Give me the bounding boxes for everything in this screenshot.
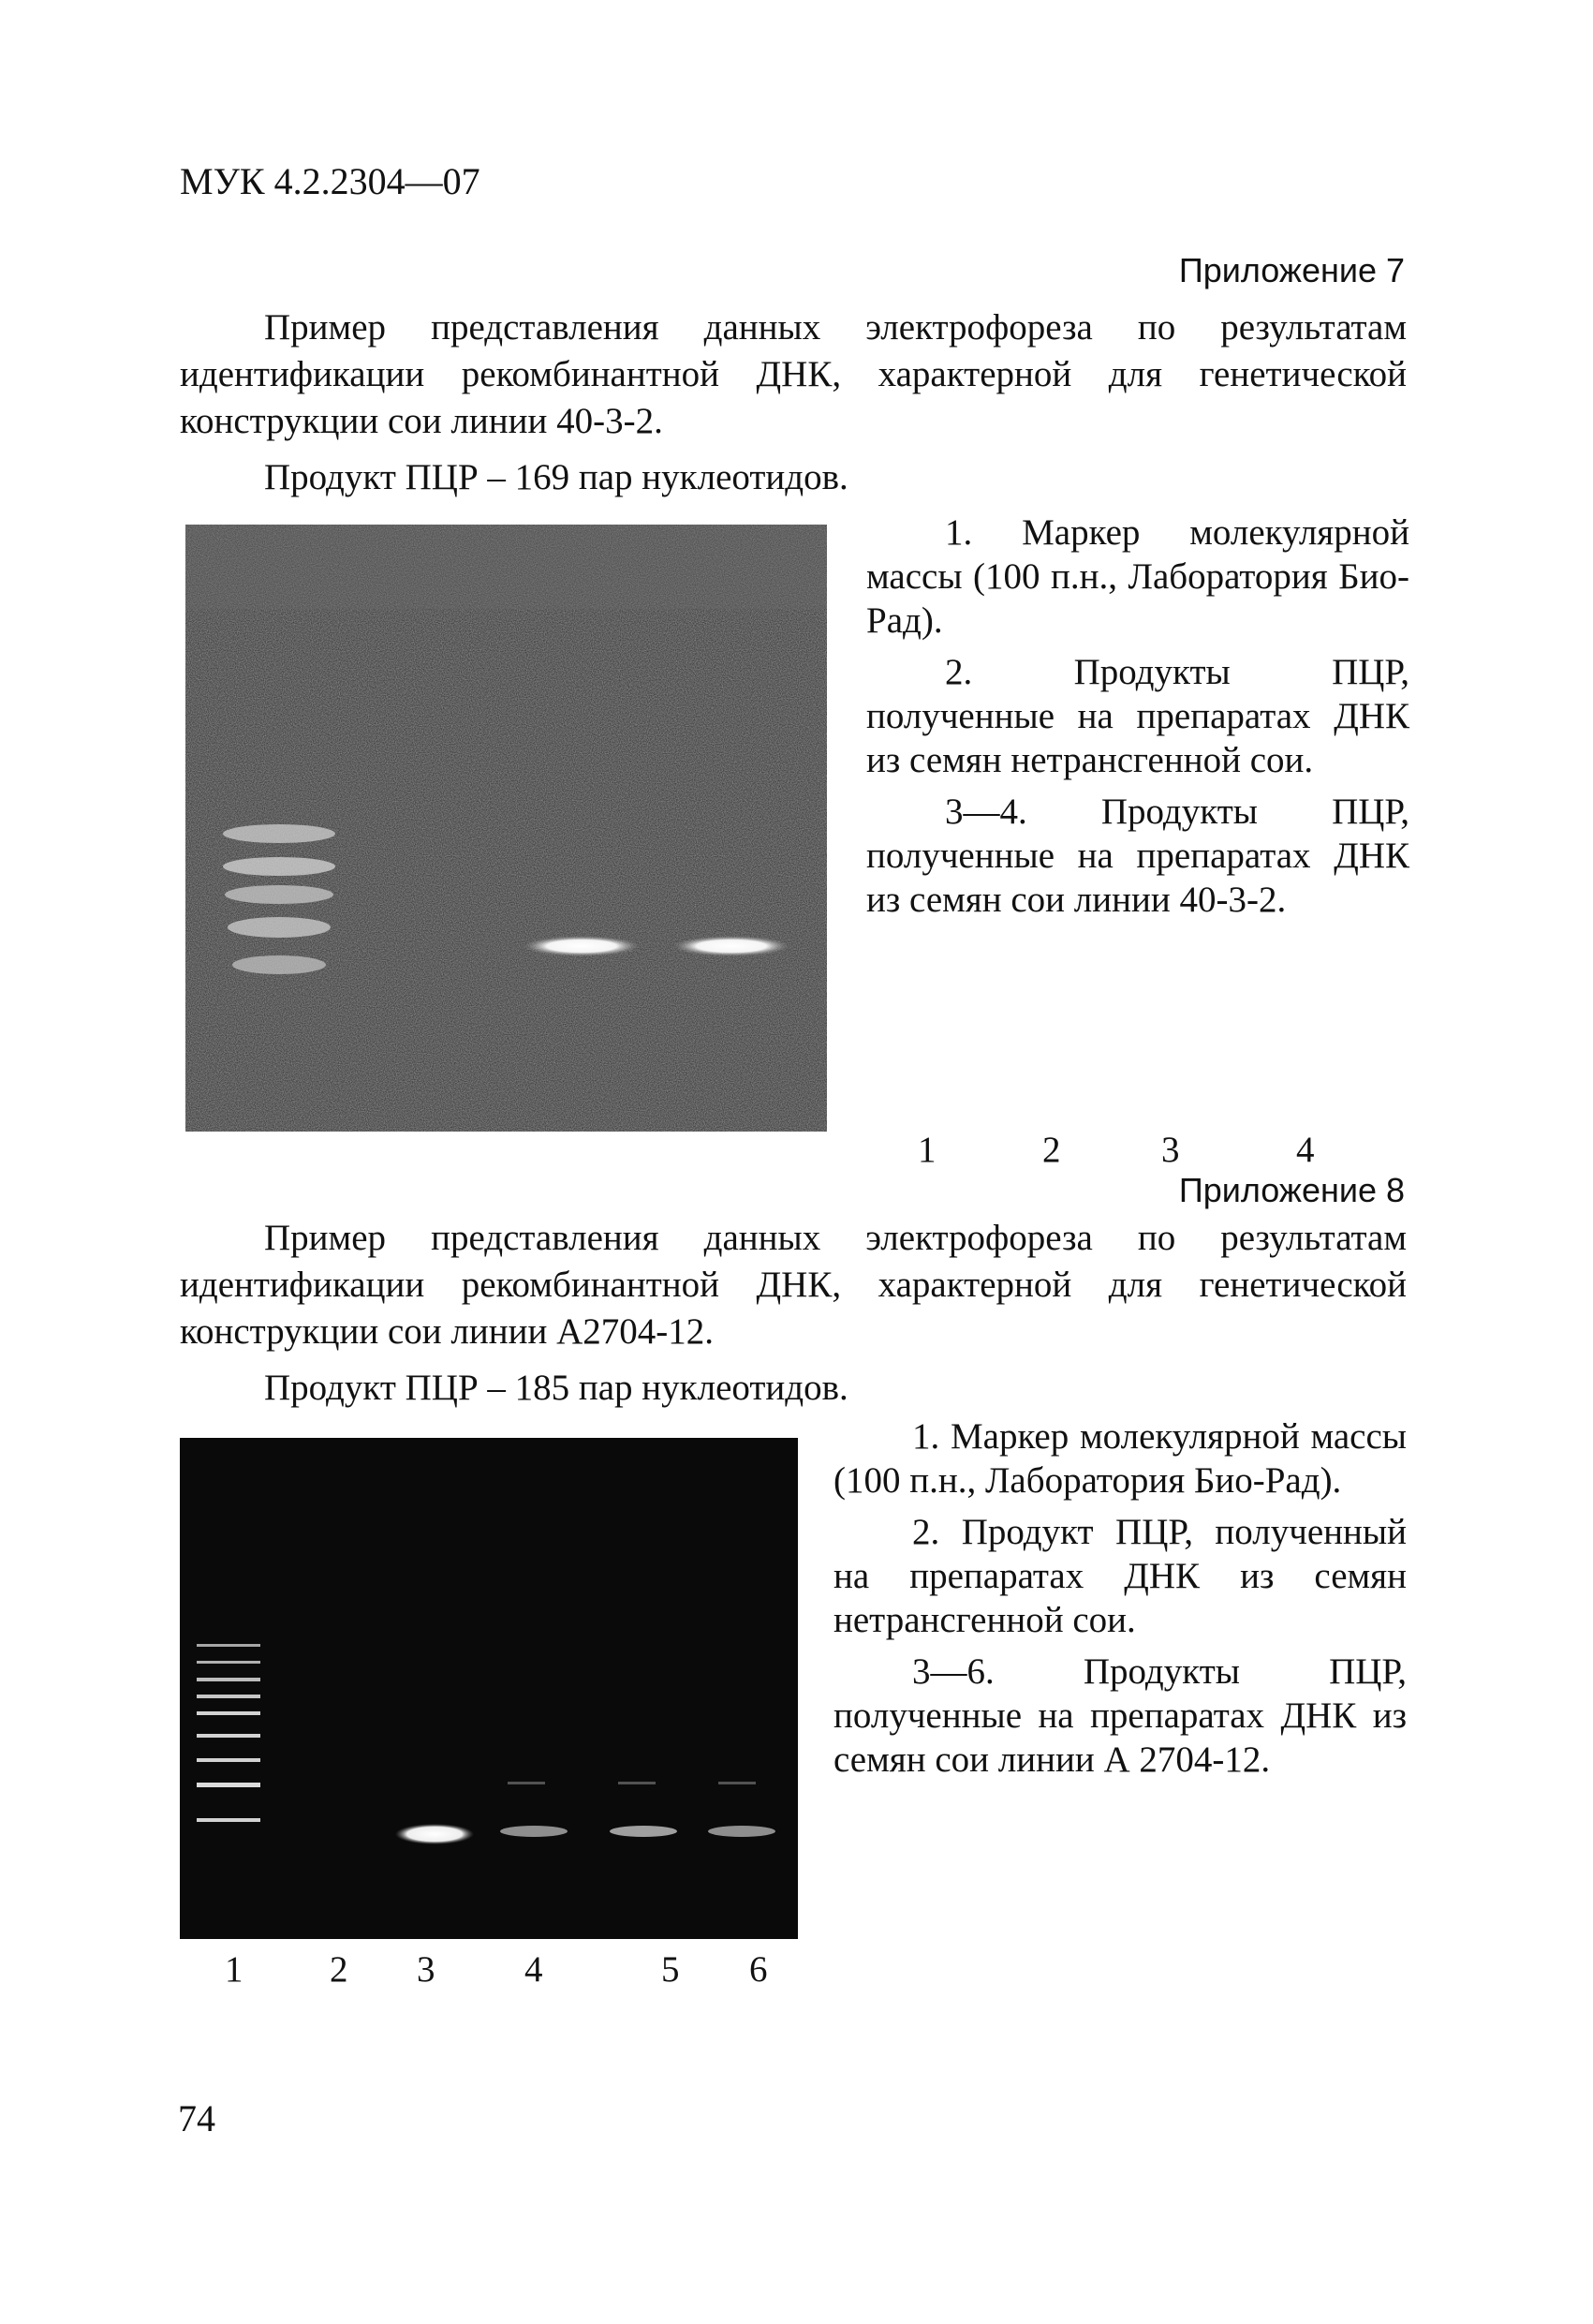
appendix-7-title: Приложение 7 (1178, 251, 1405, 289)
gel-image-appendix-7 (185, 525, 827, 1132)
appendix-8-lane-labels (0, 1948, 1593, 1995)
legend-item-3-6: 3—6. Продукты ПЦР, полученные на препаратах ДНК из семян сои линии А 2704-12. (833, 1651, 1407, 1780)
lane-label: 3 (1161, 1130, 1180, 1170)
legend-item-1: 1. Маркер молекулярной массы (100 п.н., Лаборатория Био-Рад). (866, 512, 1409, 641)
lane-label: 1 (918, 1130, 937, 1170)
gel-image-appendix-8 (180, 1438, 798, 1939)
pcr-band-lane-4 (673, 936, 789, 956)
legend-item-1: 1. Маркер молекулярной массы (100 п.н., Лаборатория Био-Рад). (833, 1416, 1407, 1501)
pcr-band-lane-5 (610, 1826, 677, 1837)
appendix-8-legend (833, 1414, 1407, 1782)
lane-label: 6 (749, 1949, 768, 1990)
document-code-header: МУК 4.2.2304—07 (180, 160, 480, 202)
appendix-8-intro: Пример представления данных электрофореза по результатам идентификации рекомбинантной ДНК, характерной для генетической конструкции сои линии А2704-12. (180, 1218, 1407, 1352)
legend-item-3-4: 3—4. Продукты ПЦР, полученные на препаратах ДНК из семян сои линии 40-3-2. (866, 792, 1409, 920)
lane-label: 4 (1296, 1130, 1315, 1170)
legend-item-2: 2. Продукт ПЦР, полученный на препаратах ДНК из семян нетрансгенной сои. (833, 1512, 1407, 1640)
page-number: 74 (178, 2097, 215, 2139)
pcr-band-lane-6 (708, 1826, 775, 1837)
appendix-8-title: Приложение 8 (1178, 1171, 1405, 1209)
legend-item-2: 2. Продукты ПЦР, полученные на препаратах ДНК из семян нетрансгенной сои. (866, 652, 1409, 780)
lane-label: 1 (225, 1949, 243, 1990)
appendix-7-text (180, 304, 1407, 501)
lane-label: 5 (661, 1949, 680, 1990)
pcr-band-lane-4 (500, 1826, 568, 1837)
appendix-7-product: Продукт ПЦР – 169 пар нуклеотидов. (264, 457, 848, 497)
appendix-7-intro: Пример представления данных электрофореза по результатам идентификации рекомбинантной ДНК, характерной для генетической конструкции сои линии 40-3-2. (180, 307, 1407, 441)
gel-photo-appendix-8 (180, 1438, 798, 1939)
lane-label: 4 (524, 1949, 543, 1990)
appendix-7-lane-labels (0, 1129, 1593, 1176)
lane-label: 2 (330, 1949, 348, 1990)
appendix-7-legend (866, 511, 1409, 922)
pcr-band-lane-3 (524, 936, 640, 956)
appendix-8-text (180, 1215, 1407, 1412)
pcr-band-lane-3 (395, 1824, 474, 1844)
lane-label: 3 (417, 1949, 435, 1990)
lane-label: 2 (1042, 1130, 1061, 1170)
appendix-8-product: Продукт ПЦР – 185 пар нуклеотидов. (264, 1368, 848, 1408)
gel-photo-appendix-7 (185, 525, 827, 1132)
